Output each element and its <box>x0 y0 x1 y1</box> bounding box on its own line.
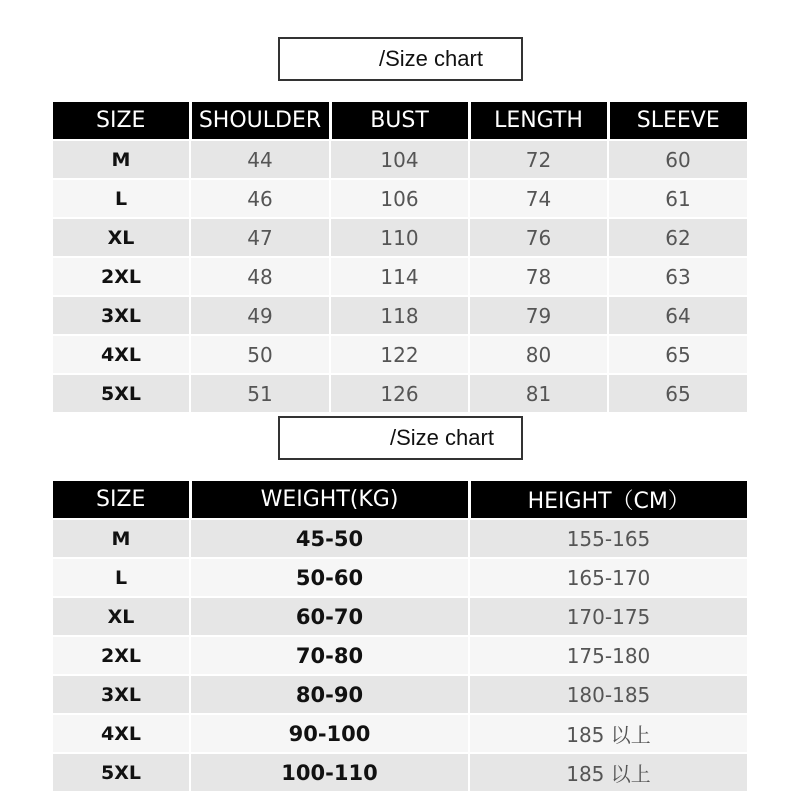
weight-cell: 50-60 <box>190 558 469 597</box>
garment-size-table <box>53 102 747 412</box>
table-row <box>53 218 747 257</box>
size-cell: 4XL <box>53 335 190 374</box>
header-height: HEIGHT（CM） <box>469 481 747 519</box>
table-row <box>53 296 747 335</box>
shoulder-cell: 48 <box>190 257 330 296</box>
length-cell: 74 <box>469 179 608 218</box>
size-chart-title-box <box>278 416 523 460</box>
table-row <box>53 335 747 374</box>
weight-cell: 70-80 <box>190 636 469 675</box>
size-chart-title: /Size chart <box>390 425 494 450</box>
table-row <box>53 140 747 179</box>
length-cell: 78 <box>469 257 608 296</box>
sleeve-cell: 60 <box>608 140 747 179</box>
size-chart-title: /Size chart <box>379 46 483 71</box>
header-shoulder: SHOULDER <box>190 102 330 140</box>
table-row <box>53 519 747 558</box>
bust-cell: 110 <box>330 218 469 257</box>
bust-cell: 114 <box>330 257 469 296</box>
header-size: SIZE <box>53 481 190 519</box>
height-cell: 170-175 <box>469 597 747 636</box>
size-cell: 5XL <box>53 753 190 791</box>
size-cell: 3XL <box>53 675 190 714</box>
header-length: LENGTH <box>469 102 608 140</box>
weight-cell: 80-90 <box>190 675 469 714</box>
height-cell: 180-185 <box>469 675 747 714</box>
shoulder-cell: 46 <box>190 179 330 218</box>
shoulder-cell: 47 <box>190 218 330 257</box>
shoulder-cell: 51 <box>190 374 330 412</box>
size-cell: L <box>53 558 190 597</box>
shoulder-cell: 44 <box>190 140 330 179</box>
table-row <box>53 257 747 296</box>
table-row <box>53 714 747 753</box>
table-row <box>53 374 747 412</box>
weight-cell: 100-110 <box>190 753 469 791</box>
height-cell: 185 以上 <box>469 714 747 753</box>
table-header-row <box>53 481 747 519</box>
header-bust: BUST <box>330 102 469 140</box>
size-cell: 5XL <box>53 374 190 412</box>
table-row <box>53 597 747 636</box>
size-cell: 3XL <box>53 296 190 335</box>
bust-cell: 104 <box>330 140 469 179</box>
sleeve-cell: 65 <box>608 335 747 374</box>
length-cell: 72 <box>469 140 608 179</box>
height-cell: 165-170 <box>469 558 747 597</box>
size-cell: XL <box>53 597 190 636</box>
length-cell: 79 <box>469 296 608 335</box>
height-cell: 185 以上 <box>469 753 747 791</box>
length-cell: 81 <box>469 374 608 412</box>
bust-cell: 118 <box>330 296 469 335</box>
table-row <box>53 675 747 714</box>
shoulder-cell: 50 <box>190 335 330 374</box>
size-cell: XL <box>53 218 190 257</box>
sleeve-cell: 65 <box>608 374 747 412</box>
size-cell: 2XL <box>53 257 190 296</box>
table-row <box>53 179 747 218</box>
bust-cell: 126 <box>330 374 469 412</box>
length-cell: 76 <box>469 218 608 257</box>
shoulder-cell: 49 <box>190 296 330 335</box>
height-cell: 175-180 <box>469 636 747 675</box>
header-weight: WEIGHT(KG) <box>190 481 469 519</box>
sleeve-cell: 61 <box>608 179 747 218</box>
header-size: SIZE <box>53 102 190 140</box>
length-cell: 80 <box>469 335 608 374</box>
table-row <box>53 636 747 675</box>
table-row <box>53 558 747 597</box>
weight-cell: 45-50 <box>190 519 469 558</box>
bust-cell: 106 <box>330 179 469 218</box>
table-row <box>53 753 747 791</box>
body-size-table <box>53 481 747 791</box>
table-header-row <box>53 102 747 140</box>
weight-cell: 60-70 <box>190 597 469 636</box>
size-cell: M <box>53 519 190 558</box>
size-cell: 2XL <box>53 636 190 675</box>
size-cell: L <box>53 179 190 218</box>
height-cell: 155-165 <box>469 519 747 558</box>
sleeve-cell: 63 <box>608 257 747 296</box>
size-cell: 4XL <box>53 714 190 753</box>
size-cell: M <box>53 140 190 179</box>
sleeve-cell: 64 <box>608 296 747 335</box>
weight-cell: 90-100 <box>190 714 469 753</box>
sleeve-cell: 62 <box>608 218 747 257</box>
bust-cell: 122 <box>330 335 469 374</box>
header-sleeve: SLEEVE <box>608 102 747 140</box>
size-chart-title-box <box>278 37 523 81</box>
